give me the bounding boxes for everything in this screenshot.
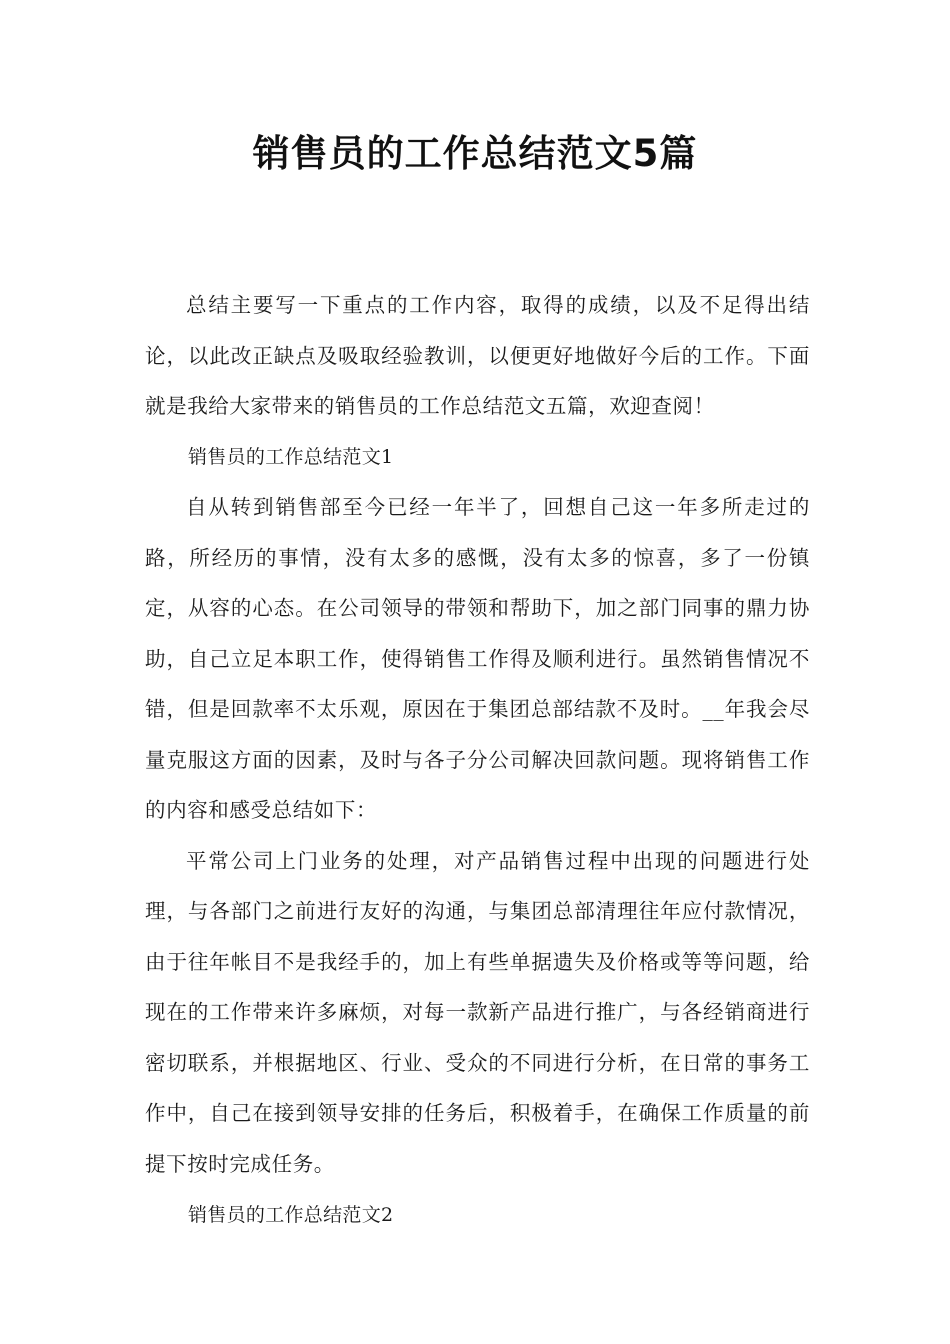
section-heading-1: 销售员的工作总结范文1 [188,445,394,468]
section-heading-2: 销售员的工作总结范文2 [188,1204,394,1226]
intro-paragraph: 总结主要写一下重点的工作内容，取得的成绩，以及不足得出结论，以此改正缺点及吸取经验教训，以便更好地做好今后的工作。下面就是我给大家带来的销售员的工作总结范文五篇，欢迎查阅！ [145,293,810,418]
document-title: 销售员的工作总结范文5篇 [252,132,698,175]
section1-paragraph-1: 自从转到销售部至今已经一年半了，回想自己这一年多所走过的路，所经历的事情，没有太多的感慨，没有太多的惊喜，多了一份镇定，从容的心态。在公司领导的带领和帮助下，加之部门同事的鼎力协助，自己立足本职工作，使得销售工作得及顺利进行。虽然销售情况不错，但是回款率不太乐观，原因在于集团总部结款不及时。__年我会尽量克服这方面的因素，及时与各子分公司解决回款问题。现将销售工作的内容和感受总结如下： [145,495,810,822]
document-body [145,280,810,1241]
section1-paragraph-2: 平常公司上门业务的处理，对产品销售过程中出现的问题进行处理，与各部门之前进行友好的沟通，与集团总部清理往年应付款情况，由于往年帐目不是我经手的，加上有些单据遗失及价格或等等问题，给现在的工作带来许多麻烦，对每一款新产品进行推广，与各经销商进行密切联系，并根据地区、行业、受众的不同进行分析，在日常的事务工作中，自己在接到领导安排的任务后，积极着手，在确保工作质量的前提下按时完成任务。 [145,848,810,1176]
